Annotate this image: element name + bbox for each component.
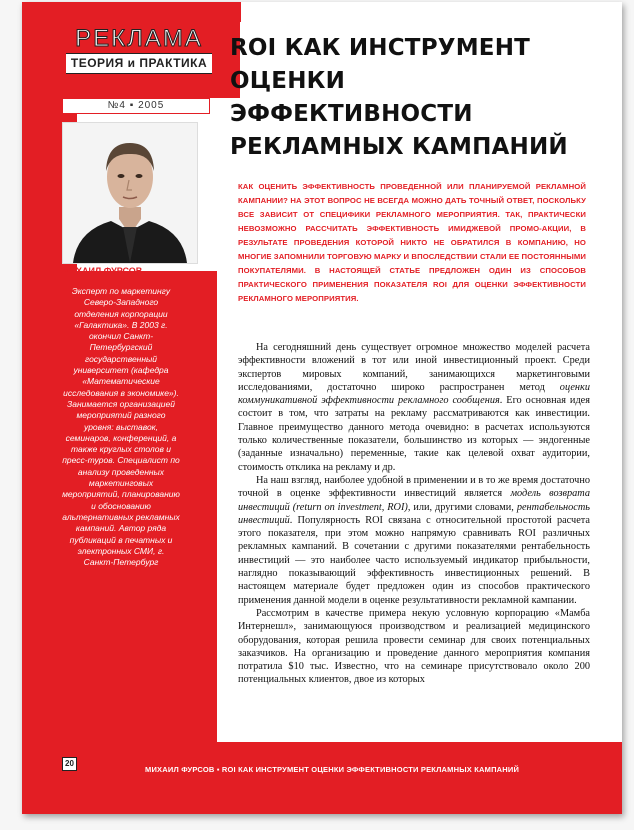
issue-number: №4 ▪ 2005 [62, 98, 210, 114]
body-text: . Популярность ROI связана с относительной простотой расчета этого показателя, при этом можно напрямую сравнивать ROI различных рекламных кампаний. В сочетании с другими показателями рентабельность инвестиций — это наиболее часто используемый индикатор прибыльности, наглядно показывающий эффективность инвестиционных решений. В настоящем материале будет предложен один из способов практического применения данной модели в оценке результативности рекламной кампании. [238, 514, 590, 606]
body-text: На сегодняшний день существует огромное множество моделей расчета эффективности вложений в тот или иной инвестиционный проект. Среди экспертов мировых компаний, занимающихся маркетинговыми исследованиями, достаточно широко распространен метод [238, 342, 590, 393]
article-body [238, 341, 590, 687]
body-emphasis: рентабельность инвестиций [238, 501, 590, 526]
body-paragraph [238, 341, 590, 474]
magazine-logo [66, 26, 212, 78]
body-paragraph [238, 474, 590, 607]
logo-title: РЕКЛАМА [75, 25, 203, 52]
author-bio: Эксперт по маркетингу Северо-Западного отделения корпорации «Галактика». В 2003 г. окончил Санкт-Петербургский государственный университет (кафедра «Математические исследования в экономике»). Занимается организацией мероприятий разного уровня: выставок, семинаров, конференций, а также круглых столов и пресс-туров. Специалист по анализу проведенных маркетинговых мероприятий, планированию и обоснованию альтернативных рекламных кампаний. Автор ряда публикаций в печатных и электронных СМИ, г. Санкт-Петербург [62, 286, 180, 568]
body-paragraph: Рассмотрим в качестве примера некую условную корпорацию «Мамба Интернешл», занимающуюся производством и реализацией медицинского оборудования, которая решила провести семинар для своих потенциальных заказчиков. На организацию и проведение данного мероприятия компания потратила $10 тыс. Известно, что на семинаре присутствовало около 200 потенциальных клиентов, двое из которых [238, 607, 590, 686]
article-lead: КАК ОЦЕНИТЬ ЭФФЕКТИВНОСТЬ ПРОВЕДЕННОЙ ИЛИ ПЛАНИРУЕМОЙ РЕКЛАМНОЙ КАМПАНИИ? НА ЭТОТ ВОПРОС НЕ ВСЕГДА МОЖНО ДАТЬ ТОЧНЫЙ ОТВЕТ, ПОСКОЛЬКУ ВСЕ ЗАВИСИТ ОТ СПЕЦИФИКИ РЕКЛАМНОГО МЕРОПРИЯТИЯ. ТАК, ПРАКТИЧЕСКИ НЕВОЗМОЖНО РАССЧИТАТЬ ЭФФЕКТИВНОСТЬ ИМИДЖЕВОЙ ПРОМО-АКЦИИ, В РЕЗУЛЬТАТЕ ПРОВЕДЕНИЯ КОТОРОЙ НИКТО НЕ ОБРАТИЛСЯ В КОМПАНИЮ, НО МНОГИЕ ЗАПОМНИЛИ ТОРГОВУЮ МАРКУ И ВПОСЛЕДСТВИИ СТАЛИ ЕЕ ПОСТОЯННЫМИ ПОКУПАТЕЛЯМИ. В НАСТОЯЩЕЙ СТАТЬЕ ПРЕДЛОЖЕН ОДИН ИЗ СПОСОБОВ ПРАКТИЧЕСКОГО ПРИМЕНЕНИЯ ПОКАЗАТЕЛЯ ROI ДЛЯ ОЦЕНКИ ЭФФЕКТИВНОСТИ РЕКЛАМНОГО МЕРОПРИЯТИЯ. [238, 182, 586, 303]
body-emphasis: модель возврата инвестиций (return on investment, ROI) [238, 488, 590, 513]
body-text: . Его основная идея состоит в том, что затраты на рекламу рассматриваются как инвестиции. Главное преимущество данного метода очевидно: в расчетах используются только количественные показатели, большинство из которых — эндогенные (заданные изначально) переменные, такие как целевой охват аудитории, стоимость отклика на рекламу и др. [238, 395, 590, 473]
red-footer-block [22, 742, 622, 814]
author-photo [62, 122, 198, 264]
body-text: , или, другими словами, [407, 501, 517, 513]
body-emphasis: оценки коммуникативной эффективности рекламного сообщения [238, 381, 590, 407]
author-portrait-icon [63, 123, 197, 263]
author-name: МИХАИЛ ФУРСОВ [62, 266, 143, 276]
article-title: ROI КАК ИНСТРУМЕНТ ОЦЕНКИ ЭФФЕКТИВНОСТИ РЕКЛАМНЫХ КАМПАНИЙ [230, 35, 568, 160]
body-text: На наш взгляд, наиболее удобной в применении и в то же время достаточно точной в оценке эффективности инвестиций является [238, 474, 590, 500]
logo-subtitle: ТЕОРИЯ и ПРАКТИКА [66, 53, 212, 74]
running-footer: МИХАИЛ ФУРСОВ ▪ ROI КАК ИНСТРУМЕНТ ОЦЕНКИ ЭФФЕКТИВНОСТИ РЕКЛАМНЫХ КАМПАНИЙ [145, 765, 520, 774]
page-number: 20 [62, 757, 77, 771]
